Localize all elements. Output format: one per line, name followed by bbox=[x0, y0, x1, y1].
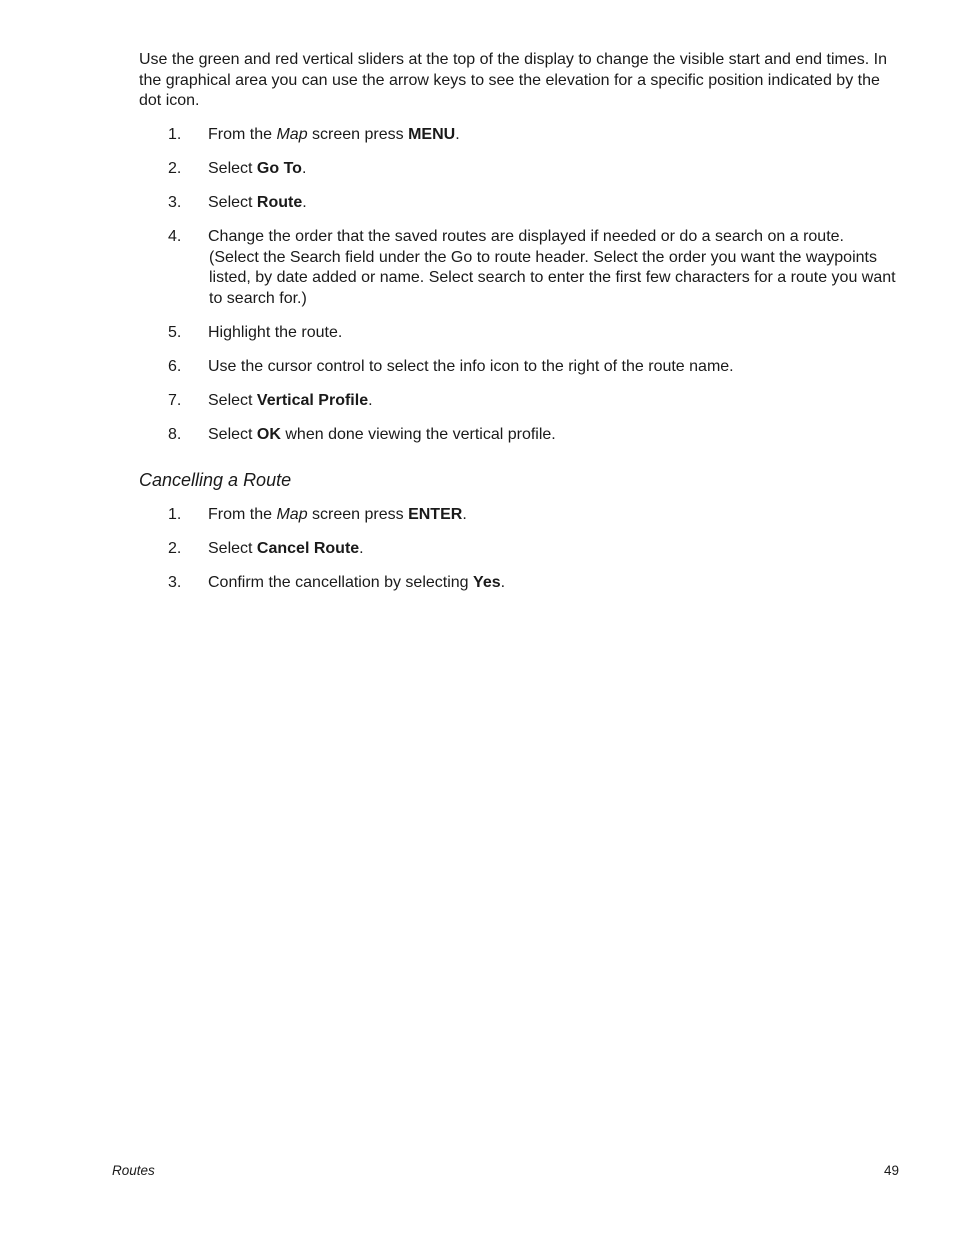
key-name: ENTER bbox=[408, 506, 463, 523]
menu-option: Cancel Route bbox=[256, 540, 360, 557]
step-number: 2. bbox=[168, 160, 182, 177]
list-item: 6. Use the cursor control to select the info icon to the right of the route name. bbox=[139, 357, 899, 378]
screen-name: Map bbox=[276, 506, 308, 523]
step-number: 4. bbox=[168, 228, 182, 245]
step-number: 5. bbox=[168, 323, 182, 341]
list-item: 2. Select Go To. bbox=[139, 159, 899, 180]
step-number: 1. bbox=[168, 506, 182, 523]
list-item: 7. Select Vertical Profile. bbox=[139, 391, 899, 412]
section-heading: Cancelling a Route bbox=[139, 470, 292, 490]
menu-option: Vertical Profile bbox=[256, 391, 369, 409]
step-number: 7. bbox=[168, 391, 182, 409]
list-item: 1. From the Map screen press MENU. bbox=[139, 125, 899, 146]
list-item: 5. Highlight the route. bbox=[139, 323, 899, 344]
menu-option: Yes bbox=[473, 574, 501, 591]
list-item: 2. Select Cancel Route. bbox=[139, 539, 899, 560]
list-item: 1. From the Map screen press ENTER. bbox=[139, 505, 899, 526]
footer-page-number: 49 bbox=[883, 1163, 899, 1178]
step-number: 3. bbox=[168, 574, 182, 591]
step-number: 3. bbox=[168, 194, 182, 211]
list-item: 4. Change the order that the saved routes are displayed if needed or do a search on a route. (Select the Search field under the Go to route header. Select the order you want the waypoints listed, by date added or name. Select search to enter the first few characters for a route you want to search for.) bbox=[168, 228, 896, 307]
list-item: 3. Select Route. bbox=[139, 193, 899, 214]
cancel-route-steps bbox=[139, 505, 899, 607]
screen-name: Map bbox=[276, 126, 308, 143]
step-number: 8. bbox=[168, 425, 182, 443]
menu-option: OK bbox=[256, 425, 281, 443]
key-name: MENU bbox=[408, 126, 456, 143]
list-item: 3. Confirm the cancellation by selecting Yes. bbox=[139, 573, 899, 594]
step-number: 1. bbox=[168, 126, 182, 143]
vertical-profile-steps bbox=[139, 125, 899, 459]
menu-option: Go To bbox=[256, 160, 302, 177]
menu-option: Route bbox=[256, 194, 303, 211]
step-number: 2. bbox=[168, 540, 182, 557]
footer-section-name: Routes bbox=[112, 1163, 155, 1178]
step-number: 6. bbox=[168, 357, 182, 375]
intro-paragraph: Use the green and red vertical sliders at the top of the display to change the visible start and end times. In the graphical area you can use the arrow keys to see the elevation for a specific position indicated by the dot icon. bbox=[139, 51, 887, 109]
list-item: 8. Select OK when done viewing the vertical profile. bbox=[139, 425, 899, 446]
